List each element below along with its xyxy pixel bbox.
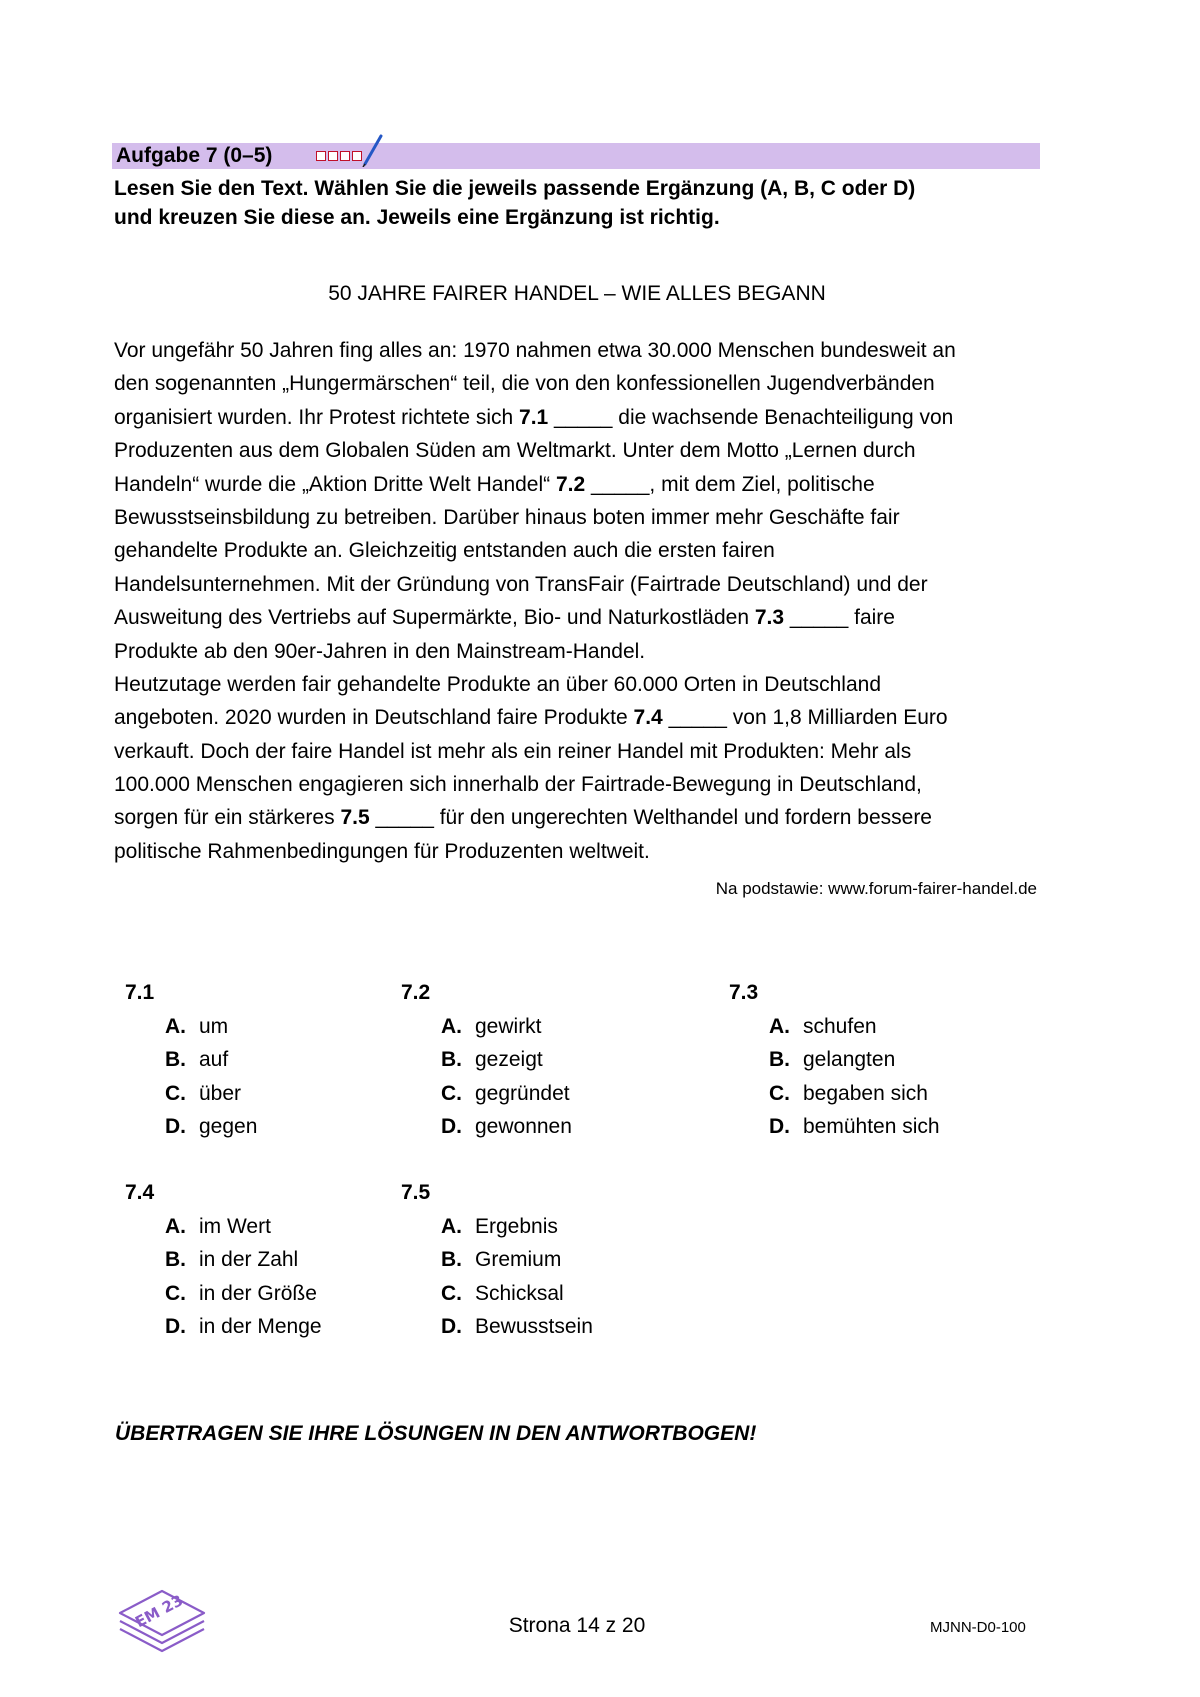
passage-line: Heutzutage werden fair gehandelte Produkte an über 60.000 Orten in Deutschland [114,672,882,696]
passage-line: gehandelte Produkte an. Gleichzeitig entstanden auch die ersten fairen [114,539,775,563]
gap-7-3: 7.3 [754,606,785,630]
passage-line: Bewusstseinsbildung zu betreiben. Darüber hinaus boten immer mehr Geschäfte fair [114,505,900,529]
answer-option[interactable]: D. Bewusstsein [441,1315,593,1339]
answer-option[interactable]: B. gelangten [769,1048,896,1072]
question-7-5 [401,1176,593,1344]
passage-line: 100.000 Menschen engagieren sich innerhalb der Fairtrade-Bewegung in Deutschland, [114,773,922,797]
passage-line: Handelsunternehmen. Mit der Gründung von TransFair (Fairtrade Deutschland) und der [114,572,928,596]
pen-icon [362,133,384,167]
text-title: 50 JAHRE FAIRER HANDEL – WIE ALLES BEGANN [328,282,826,305]
answer-option[interactable]: D. bemühten sich [769,1115,940,1139]
gap-7-1: 7.1 [519,405,549,429]
passage-line: politische Rahmenbedingungen für Produzenten weltweit. [114,839,650,863]
passage-line: verkauft. Doch der faire Handel ist mehr als ein reiner Handel mit Produkten: Mehr als [114,739,912,763]
gap-7-5: 7.5 [340,806,370,830]
passage-line: Ausweitung des Vertriebs auf Supermärkte, Bio- und Naturkostläden 7.3 _____ faire [114,606,895,630]
answer-option[interactable]: C. begaben sich [769,1081,928,1105]
task-title: Aufgabe 7 (0–5) [116,144,273,167]
four-checkbox-icon [316,151,364,161]
question-number: 7.4 [125,1181,155,1204]
reading-passage [114,334,1054,868]
document-code: MJNN-D0-100 [930,1619,1026,1636]
question-7-3 [729,976,940,1144]
answer-option[interactable]: D. gegen [165,1115,258,1139]
page-number: Strona 14 z 20 [508,1614,646,1637]
passage-line: sorgen für ein stärkeres 7.5 _____ für den ungerechten Welthandel und fordern bessere [114,806,932,830]
question-number: 7.1 [125,981,155,1004]
passage-line: den sogenannten „Hungermärschen“ teil, die von den konfessionellen Jugendverbänden [114,372,935,396]
answer-option[interactable]: A. gewirkt [441,1015,542,1038]
task-instruction [114,174,1044,232]
question-7-2 [401,976,572,1144]
answer-option[interactable]: D. in der Menge [165,1315,322,1339]
question-number: 7.3 [729,981,759,1004]
instruction-line: Lesen Sie den Text. Wählen Sie die jeweils passende Ergänzung (A, B, C oder D) [114,177,916,200]
question-number: 7.5 [401,1181,431,1204]
passage-line: Produzenten aus dem Globalen Süden am Weltmarkt. Unter dem Motto „Lernen durch [114,439,916,463]
answer-option[interactable]: B. in der Zahl [165,1248,299,1272]
source-citation: Na podstawie: www.forum-fairer-handel.de [715,879,1037,898]
answer-option[interactable]: C. Schicksal [441,1281,564,1305]
passage-line: Produkte ab den 90er-Jahren in den Mainstream-Handel. [114,639,646,663]
answer-option[interactable]: A. Ergebnis [441,1215,558,1238]
question-7-4 [125,1176,322,1344]
answer-option[interactable]: A. schufen [769,1015,877,1038]
gap-7-4: 7.4 [633,706,663,730]
answer-option[interactable]: A. im Wert [165,1215,271,1238]
question-number: 7.2 [401,981,431,1004]
passage-line: Handeln“ wurde die „Aktion Dritte Welt Handel“ 7.2 _____, mit dem Ziel, politische [114,472,875,496]
svg-text:EM 23: EM 23 [132,1591,186,1632]
answer-option[interactable]: C. in der Größe [165,1281,317,1305]
instruction-line: und kreuzen Sie diese an. Jeweils eine Ergänzung ist richtig. [114,206,720,229]
final-instruction: ÜBERTRAGEN SIE IHRE LÖSUNGEN IN DEN ANTWORTBOGEN! [115,1422,757,1445]
passage-line: organisiert wurden. Ihr Protest richtete sich 7.1 _____ die wachsende Benachteiligung von [114,405,954,429]
answer-option[interactable]: D. gewonnen [441,1115,572,1139]
task-header [112,143,1040,169]
answer-option[interactable]: B. auf [165,1048,229,1072]
answer-option[interactable]: B. gezeigt [441,1048,543,1072]
question-7-1 [125,976,257,1144]
answer-option[interactable]: C. über [165,1081,242,1105]
answer-option[interactable]: C. gegründet [441,1081,570,1105]
gap-7-2: 7.2 [555,472,586,496]
answer-option[interactable]: B. Gremium [441,1248,562,1272]
passage-line: Vor ungefähr 50 Jahren fing alles an: 1970 nahmen etwa 30.000 Menschen bundesweit an [114,339,956,362]
passage-line: angeboten. 2020 wurden in Deutschland faire Produkte 7.4 _____ von 1,8 Milliarden Euro [114,706,948,730]
answer-option[interactable]: A. um [165,1015,229,1038]
